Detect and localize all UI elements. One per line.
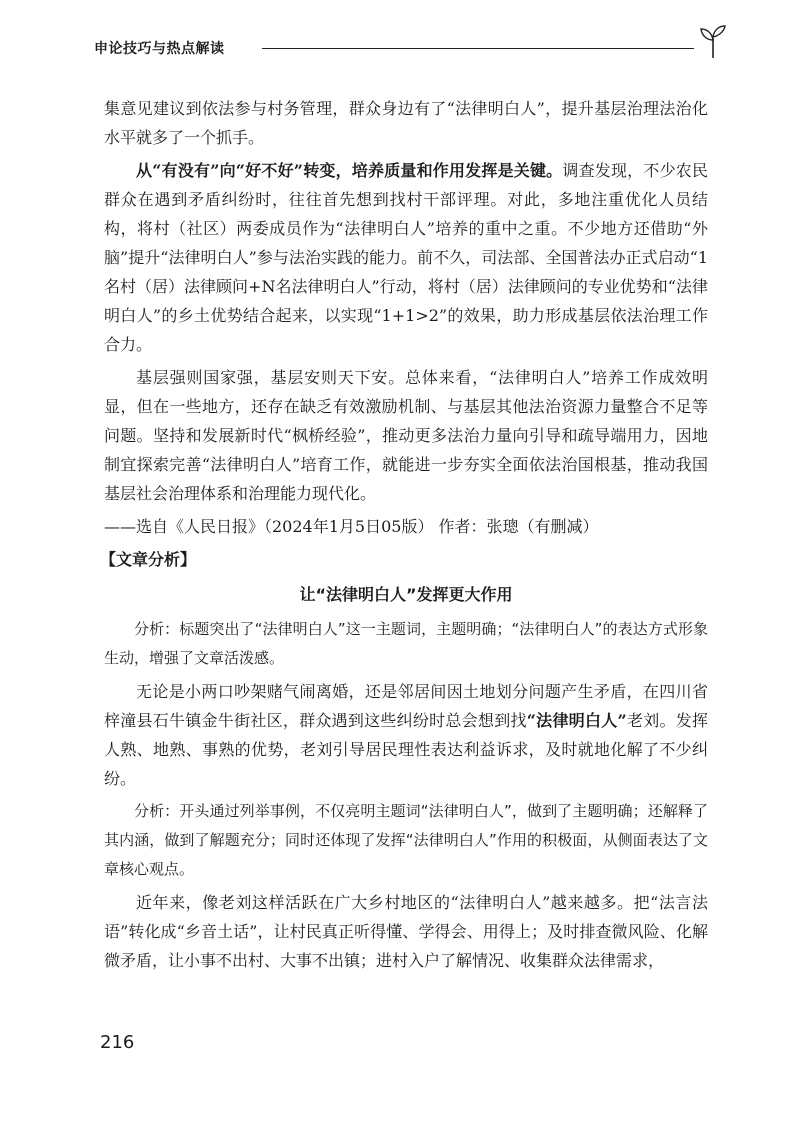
page-number: 216 [100,1032,135,1053]
header-title: 申论技巧与热点解读 [94,41,225,57]
paragraph-last: 近年来，像老刘这样活跃在广大乡村地区的“法律明白人”越来越多。把“法言法语”转化成“乡音土话”，让村民真正听得懂、学得会、用得上；及时排查微风险、化解微矛盾，让小事不出村、大事不出镇；进村入户了解情况、收集群众法律需求， [104,893,708,970]
sprout-icon [696,24,730,60]
paragraph-3: 基层强则国家强，基层安则天下安。总体来看，“法律明白人”培养工作成效明显，但在一些地方，还存在缺乏有效激励机制、与基层其他法治资源力量整合不足等问题。坚持和发展新时代“枫桥经验”，推动更多法治力量向引导和疏导端用力，因地制宜探索完善“法律明白人”培育工作，就能进一步夯实全面依法治国根基，推动我国基层社会治理体系和治理能力现代化。 [104,368,708,503]
quoted-text-after: 老刘。发挥人熟、地熟、事熟的优势，老刘引导居民理性表达利益诉求，及时就地化解了不少纠纷。 [104,711,708,788]
running-header [94,24,734,64]
article-title: 让“法律明白人”发挥更大作用 [299,585,513,604]
paragraph-2-lead: 从“有没有”向“好不好”转变，培养质量和作用发挥是关键。 [136,161,563,180]
paragraph-2-text: 调查发现，不少农民群众在遇到矛盾纠纷时，往往首先想到找村干部评理。对此，多地注重优化人员结构，将村（社区）两委成员作为“法律明白人”培养的重中之重。不少地方还借助“外脑”提升“法律明白人”参与法治实践的能力。前不久，司法部、全国普法办正式启动“1名村（居）法律顾问+N名法律明白人”行动，将村（居）法律顾问的专业优势和“法律明白人”的乡土优势结合起来，以实现“1+1>2”的效果，助力形成基层依法治理工作合力。 [104,161,708,354]
analysis-2: 分析：开头通过列举事例，不仅亮明主题词“法律明白人”，做到了主题明确；还解释了其内涵，做到了解题充分；同时还体现了发挥“法律明白人”作用的积极面，从侧面表达了文章核心观点。 [104,802,708,878]
quoted-paragraph [104,677,708,793]
page-body [100,94,708,979]
section-label: 【文章分析】 [100,550,197,569]
header-rule [262,48,694,49]
source-citation: ——选自《人民日报》（2024年1月5日05版） 作者：张璁（有删减） [104,517,599,536]
analysis-1: 分析：标题突出了“法律明白人”这一主题词，主题明确；“法律明白人”的表达方式形象生动，增强了文章活泼感。 [104,620,708,667]
paragraph-2 [104,156,708,359]
quoted-text-before: 无论是小两口吵架赌气闹离婚，还是邻居间因土地划分问题产生矛盾，在四川省梓潼县石牛镇金牛街社区，群众遇到这些纠纷时总会想到找 [104,682,708,730]
paragraph-1: 集意见建议到依法参与村务管理，群众身边有了“法律明白人”，提升基层治理法治化水平就多了一个抓手。 [104,99,708,147]
quoted-keyword: “法律明白人” [526,711,627,730]
